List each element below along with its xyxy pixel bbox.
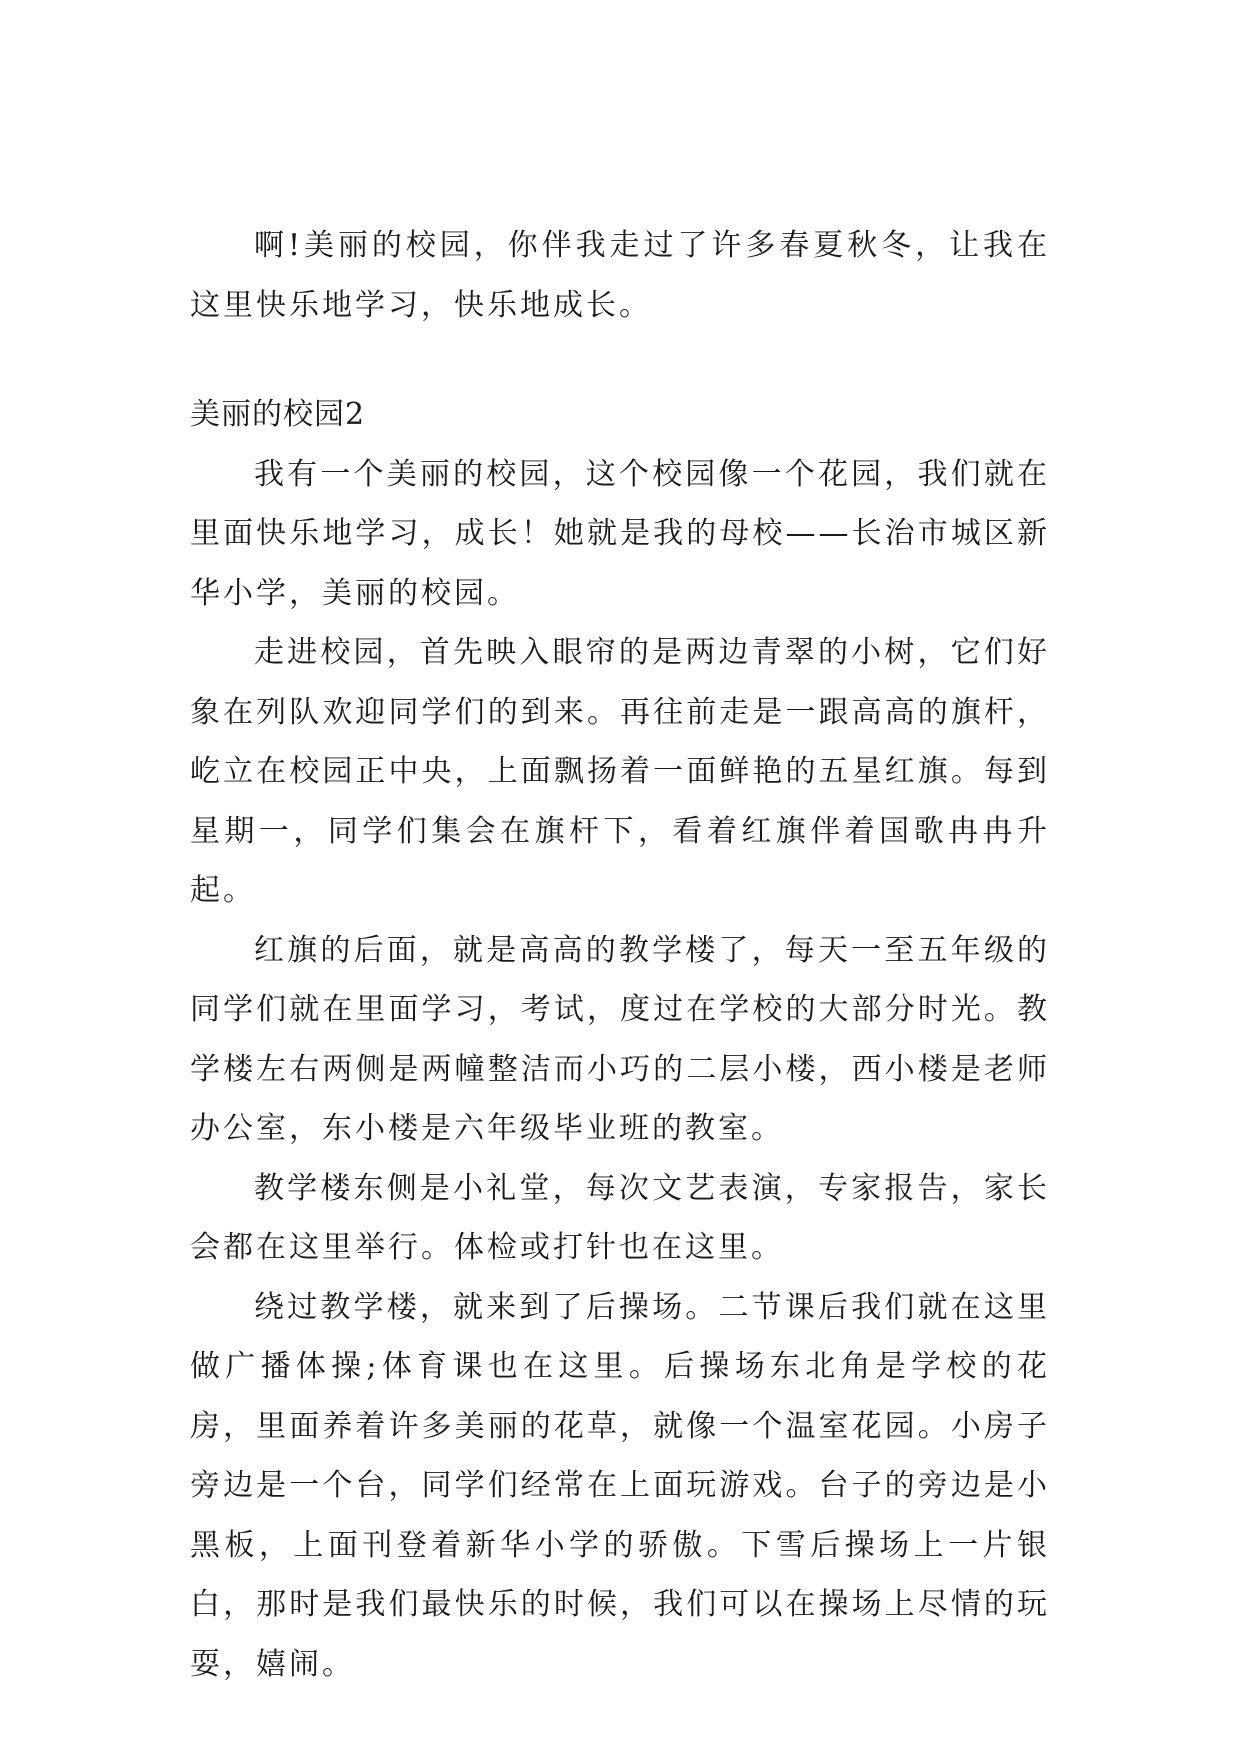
intro-paragraph: 啊!美丽的校园，你伴我走过了许多春夏秋冬，让我在这里快乐地学习，快乐地成长。 (190, 228, 1050, 323)
paragraph-5: 绕过教学楼，就来到了后操场。二节课后我们就在这里做广播体操;体育课也在这里。后操场东北角是学校的花房，里面养着许多美丽的花草，就像一个温室花园。小房子旁边是一个台，同学们经常在上面玩游戏。台子的旁边是小黑板，上面刊登着新华小学的骄傲。下雪后操场上一片银白，那时是我们最快乐的时候，我们可以在操场上尽情的玩耍，嬉闹。 (190, 1289, 1050, 1682)
essay-body (190, 385, 1050, 1694)
paragraph-1: 我有一个美丽的校园，这个校园像一个花园，我们就在里面快乐地学习，成长！她就是我的母校——长治市城区新华小学，美丽的校园。 (190, 456, 1050, 611)
section-title: 美丽的校园2 (190, 397, 366, 432)
intro-block (190, 216, 1050, 335)
paragraph-3: 红旗的后面，就是高高的教学楼了，每天一至五年级的同学们就在里面学习，考试，度过在学校的大部分时光。教学楼左右两侧是两幢整洁而小巧的二层小楼，西小楼是老师办公室，东小楼是六年级毕业班的教室。 (190, 932, 1050, 1146)
paragraph-2: 走进校园，首先映入眼帘的是两边青翠的小树，它们好象在列队欢迎同学们的到来。再往前走是一跟高高的旗杆，屹立在校园正中央，上面飘扬着一面鲜艳的五星红旗。每到星期一，同学们集会在旗杆下，看着红旗伴着国歌冉冉升起。 (190, 635, 1050, 908)
paragraph-4: 教学楼东侧是小礼堂，每次文艺表演，专家报告，家长会都在这里举行。体检或打针也在这里。 (190, 1170, 1050, 1265)
